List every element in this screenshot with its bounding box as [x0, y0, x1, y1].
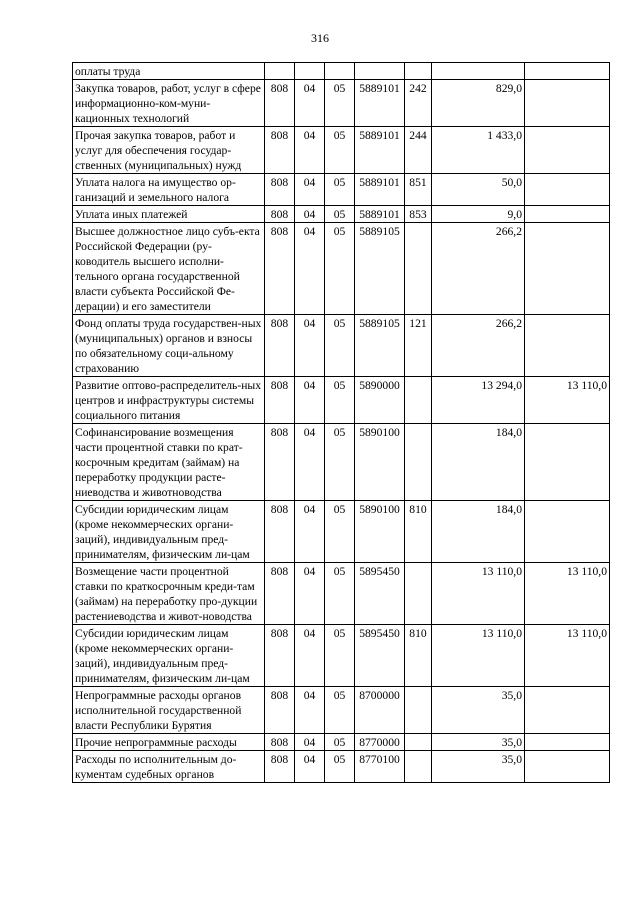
- cell-name: Уплата иных платежей: [73, 206, 265, 223]
- cell-csr: 8770000: [355, 734, 405, 751]
- cell-pr: [325, 63, 355, 80]
- cell-amount-1: 35,0: [432, 687, 525, 734]
- cell-vr: [405, 424, 432, 501]
- cell-csr: 8770100: [355, 751, 405, 783]
- cell-amount-1: 13 110,0: [432, 625, 525, 687]
- cell-amount-2: [525, 315, 610, 377]
- cell-ved: 808: [265, 174, 295, 206]
- cell-csr: 5889101: [355, 127, 405, 174]
- table-row: [73, 751, 610, 783]
- cell-name: Закупка товаров, работ, услуг в сфере информационно-ком-муни-кационных технологий: [73, 80, 265, 127]
- cell-pr: 05: [325, 127, 355, 174]
- cell-amount-1: [432, 63, 525, 80]
- cell-rz: 04: [295, 734, 325, 751]
- cell-amount-1: 829,0: [432, 80, 525, 127]
- table-row: [73, 315, 610, 377]
- cell-rz: 04: [295, 501, 325, 563]
- cell-amount-2: [525, 127, 610, 174]
- cell-amount-2: [525, 687, 610, 734]
- cell-ved: 808: [265, 377, 295, 424]
- cell-vr: 242: [405, 80, 432, 127]
- cell-csr: 5889101: [355, 80, 405, 127]
- cell-rz: 04: [295, 80, 325, 127]
- cell-pr: 05: [325, 734, 355, 751]
- cell-ved: 808: [265, 424, 295, 501]
- cell-amount-1: 35,0: [432, 751, 525, 783]
- cell-rz: [295, 63, 325, 80]
- cell-ved: 808: [265, 127, 295, 174]
- cell-rz: 04: [295, 223, 325, 315]
- cell-vr: 244: [405, 127, 432, 174]
- cell-amount-1: 50,0: [432, 174, 525, 206]
- cell-pr: 05: [325, 377, 355, 424]
- cell-amount-1: 9,0: [432, 206, 525, 223]
- cell-vr: [405, 563, 432, 625]
- table-row: [73, 127, 610, 174]
- table-row: [73, 206, 610, 223]
- cell-rz: 04: [295, 174, 325, 206]
- table-row: [73, 734, 610, 751]
- cell-rz: 04: [295, 751, 325, 783]
- cell-csr: 5889105: [355, 223, 405, 315]
- cell-rz: 04: [295, 206, 325, 223]
- cell-vr: [405, 751, 432, 783]
- cell-pr: 05: [325, 80, 355, 127]
- cell-csr: 5890100: [355, 424, 405, 501]
- table-row: [73, 687, 610, 734]
- cell-ved: 808: [265, 687, 295, 734]
- cell-vr: 810: [405, 625, 432, 687]
- cell-amount-1: 13 110,0: [432, 563, 525, 625]
- cell-name: Прочие непрограммные расходы: [73, 734, 265, 751]
- table-row: [73, 563, 610, 625]
- cell-ved: 808: [265, 751, 295, 783]
- budget-table: [72, 62, 610, 783]
- cell-name: Возмещение части процентной ставки по краткосрочным креди-там (займам) на переработку про-дукции растениеводства и живот-новодства: [73, 563, 265, 625]
- cell-csr: 5889101: [355, 174, 405, 206]
- cell-rz: 04: [295, 315, 325, 377]
- table-row: [73, 223, 610, 315]
- cell-pr: 05: [325, 174, 355, 206]
- cell-amount-1: 1 433,0: [432, 127, 525, 174]
- table-row: [73, 174, 610, 206]
- cell-amount-2: [525, 223, 610, 315]
- cell-amount-2: [525, 174, 610, 206]
- cell-csr: 5889101: [355, 206, 405, 223]
- cell-csr: 5895450: [355, 625, 405, 687]
- cell-pr: 05: [325, 223, 355, 315]
- cell-ved: 808: [265, 501, 295, 563]
- cell-amount-2: [525, 501, 610, 563]
- cell-csr: 5889105: [355, 315, 405, 377]
- cell-ved: 808: [265, 563, 295, 625]
- cell-amount-2: 13 110,0: [525, 563, 610, 625]
- cell-name: Расходы по исполнительным до-кументам судебных органов: [73, 751, 265, 783]
- table-row: [73, 377, 610, 424]
- cell-rz: 04: [295, 687, 325, 734]
- cell-ved: 808: [265, 315, 295, 377]
- cell-csr: [355, 63, 405, 80]
- cell-amount-1: 266,2: [432, 223, 525, 315]
- cell-ved: 808: [265, 734, 295, 751]
- cell-csr: 5895450: [355, 563, 405, 625]
- cell-vr: [405, 223, 432, 315]
- cell-vr: [405, 63, 432, 80]
- cell-pr: 05: [325, 687, 355, 734]
- cell-amount-2: [525, 751, 610, 783]
- cell-vr: [405, 687, 432, 734]
- cell-ved: [265, 63, 295, 80]
- cell-name: Софинансирование возмещения части процентной ставки по крат-косрочным кредитам (займам) на переработку продукции расте-ниеводства и животноводства: [73, 424, 265, 501]
- cell-pr: 05: [325, 424, 355, 501]
- cell-amount-2: [525, 206, 610, 223]
- cell-ved: 808: [265, 625, 295, 687]
- cell-amount-1: 35,0: [432, 734, 525, 751]
- cell-amount-2: [525, 80, 610, 127]
- table-row: [73, 625, 610, 687]
- cell-amount-1: 266,2: [432, 315, 525, 377]
- cell-ved: 808: [265, 80, 295, 127]
- cell-amount-2: [525, 63, 610, 80]
- cell-name: оплаты труда: [73, 63, 265, 80]
- cell-vr: 121: [405, 315, 432, 377]
- cell-pr: 05: [325, 315, 355, 377]
- cell-pr: 05: [325, 206, 355, 223]
- cell-name: Развитие оптово-распределитель-ных центров и инфраструктуры системы социального питания: [73, 377, 265, 424]
- cell-amount-2: [525, 424, 610, 501]
- cell-vr: 853: [405, 206, 432, 223]
- cell-csr: 8700000: [355, 687, 405, 734]
- table-row: [73, 501, 610, 563]
- cell-pr: 05: [325, 563, 355, 625]
- page-number: 316: [311, 31, 329, 45]
- cell-rz: 04: [295, 563, 325, 625]
- cell-amount-1: 184,0: [432, 424, 525, 501]
- cell-rz: 04: [295, 625, 325, 687]
- cell-amount-2: 13 110,0: [525, 625, 610, 687]
- cell-vr: [405, 734, 432, 751]
- table-row: [73, 63, 610, 80]
- table-row: [73, 424, 610, 501]
- cell-amount-1: 184,0: [432, 501, 525, 563]
- cell-ved: 808: [265, 206, 295, 223]
- cell-vr: [405, 377, 432, 424]
- cell-ved: 808: [265, 223, 295, 315]
- cell-vr: 851: [405, 174, 432, 206]
- cell-name: Высшее должностное лицо субъ-екта Российской Федерации (ру-ководитель высшего исполни-тельного органа государственной власти субъекта Российской Фе-дерации) и его заместители: [73, 223, 265, 315]
- cell-name: Уплата налога на имущество ор-ганизаций и земельного налога: [73, 174, 265, 206]
- cell-pr: 05: [325, 501, 355, 563]
- table-body: [73, 63, 610, 783]
- cell-name: Непрограммные расходы органов исполнительной государственной власти Республики Бурятия: [73, 687, 265, 734]
- cell-pr: 05: [325, 625, 355, 687]
- cell-pr: 05: [325, 751, 355, 783]
- cell-amount-2: 13 110,0: [525, 377, 610, 424]
- cell-name: Прочая закупка товаров, работ и услуг для обеспечения государ-ственных (муниципальных) нужд: [73, 127, 265, 174]
- cell-amount-1: 13 294,0: [432, 377, 525, 424]
- cell-rz: 04: [295, 424, 325, 501]
- cell-name: Субсидии юридическим лицам (кроме некоммерческих органи-заций), индивидуальным пред-принимателям, физическим ли-цам: [73, 625, 265, 687]
- cell-name: Фонд оплаты труда государствен-ных (муниципальных) органов и взносы по обязательному соци-альному страхованию: [73, 315, 265, 377]
- cell-amount-2: [525, 734, 610, 751]
- cell-vr: 810: [405, 501, 432, 563]
- cell-csr: 5890000: [355, 377, 405, 424]
- table-row: [73, 80, 610, 127]
- cell-name: Субсидии юридическим лицам (кроме некоммерческих органи-заций), индивидуальным пред-принимателям, физическим ли-цам: [73, 501, 265, 563]
- cell-rz: 04: [295, 377, 325, 424]
- cell-rz: 04: [295, 127, 325, 174]
- cell-csr: 5890100: [355, 501, 405, 563]
